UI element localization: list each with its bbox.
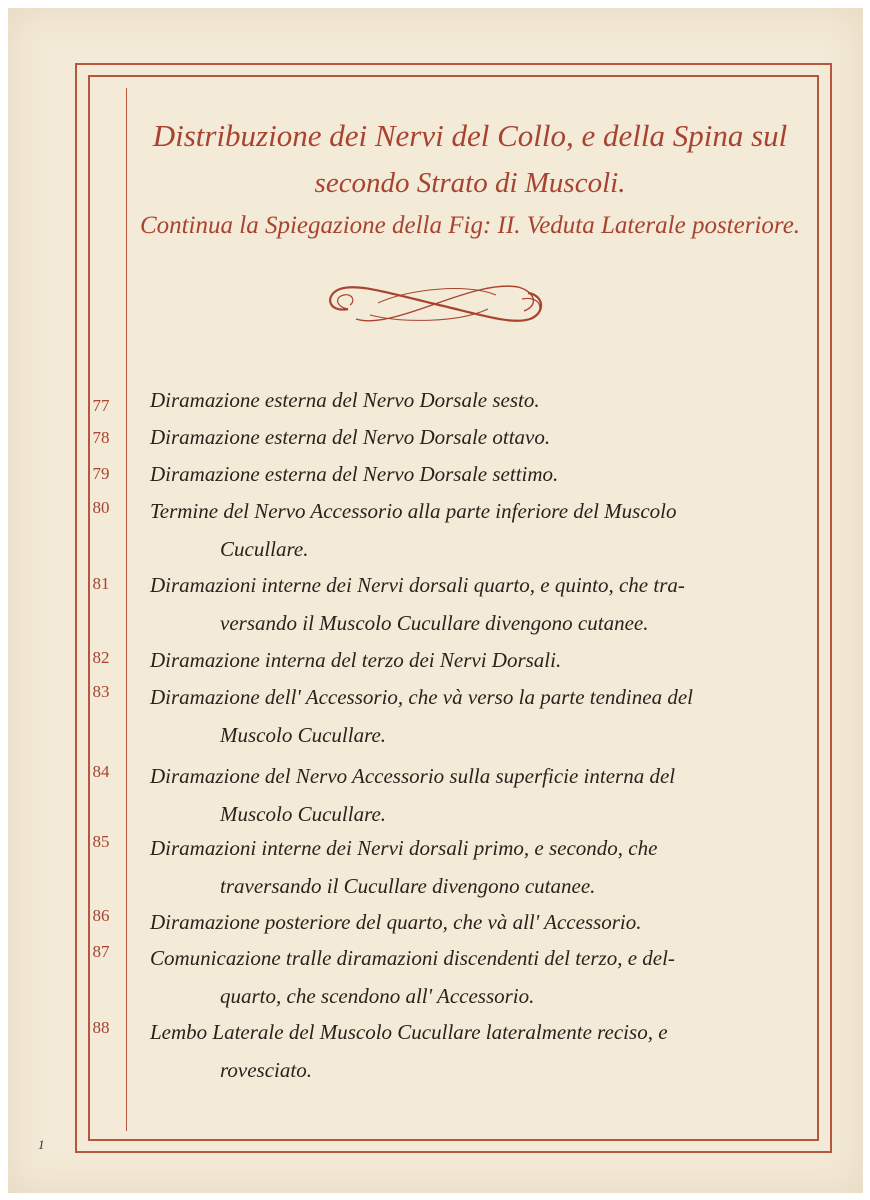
entry-text-continued: Muscolo Cucullare. [220, 802, 387, 826]
entry-number: 84 [92, 762, 110, 781]
entry-number: 86 [92, 906, 110, 925]
entry-text: Diramazioni interne dei Nervi dorsali primo, e secondo, che [150, 836, 658, 860]
list-item [150, 939, 790, 1015]
entry-text-continued: Muscolo Cucullare. [220, 723, 387, 747]
entry-text: Diramazione dell' Accessorio, che và verso la parte tendinea del [150, 685, 693, 709]
page-subtitle: Continua la Spiegazione della Fig: II. Veduta Laterale posteriore. [139, 212, 801, 239]
list-item [150, 829, 790, 905]
list-item [150, 678, 790, 754]
list-item [150, 566, 790, 642]
entry-text: Comunicazione tralle diramazioni discendenti del terzo, e del- [150, 946, 675, 970]
entry-number: 80 [92, 498, 110, 517]
entry-text: Diramazione interna del terzo dei Nervi Dorsali. [150, 648, 562, 672]
list-item [150, 757, 790, 833]
entry-text: Diramazioni interne dei Nervi dorsali quarto, e quinto, che tra- [150, 573, 685, 597]
list-item [150, 455, 790, 493]
entry-number: 85 [92, 832, 110, 851]
entry-text: Diramazione esterna del Nervo Dorsale sesto. [150, 388, 540, 412]
entry-number: 83 [92, 682, 110, 701]
list-item [150, 418, 790, 456]
entry-number: 78 [92, 428, 110, 447]
entry-text-continued: rovesciato. [220, 1058, 312, 1082]
entry-number: 77 [92, 396, 110, 415]
list-item [150, 903, 790, 941]
entry-text: Diramazione del Nervo Accessorio sulla superficie interna del [150, 764, 676, 788]
entry-number: 87 [92, 942, 110, 961]
list-item [150, 381, 790, 419]
list-item [150, 492, 790, 568]
entry-text-continued: traversando il Cucullare divengono cutanee. [220, 874, 596, 898]
entry-text-continued: versando il Muscolo Cucullare divengono cutanee. [220, 611, 649, 635]
entry-text-continued: quarto, che scendono all' Accessorio. [220, 984, 535, 1008]
folio-mark: 1 [38, 1137, 45, 1152]
entry-text: Diramazione esterna del Nervo Dorsale ottavo. [150, 425, 551, 449]
entry-number: 79 [92, 464, 110, 483]
entry-number: 82 [92, 648, 110, 667]
entry-text: Diramazione posteriore del quarto, che và all' Accessorio. [150, 910, 642, 934]
entry-text-continued: Cucullare. [220, 537, 309, 561]
list-item [150, 1013, 790, 1089]
page-title-line-2: secondo Strato di Muscoli. [314, 167, 626, 199]
entry-number: 88 [92, 1018, 110, 1037]
entry-text: Termine del Nervo Accessorio alla parte inferiore del Muscolo [150, 499, 677, 523]
flourish-ornament-icon [318, 273, 552, 335]
entry-text: Diramazione esterna del Nervo Dorsale settimo. [150, 462, 559, 486]
margin-rule [126, 88, 127, 1131]
page-title-line-1: Distribuzione dei Nervi del Collo, e della Spina sul [152, 118, 788, 153]
list-item [150, 641, 790, 679]
entry-number: 81 [92, 574, 110, 593]
entry-text: Lembo Laterale del Muscolo Cucullare lateralmente reciso, e [150, 1020, 668, 1044]
